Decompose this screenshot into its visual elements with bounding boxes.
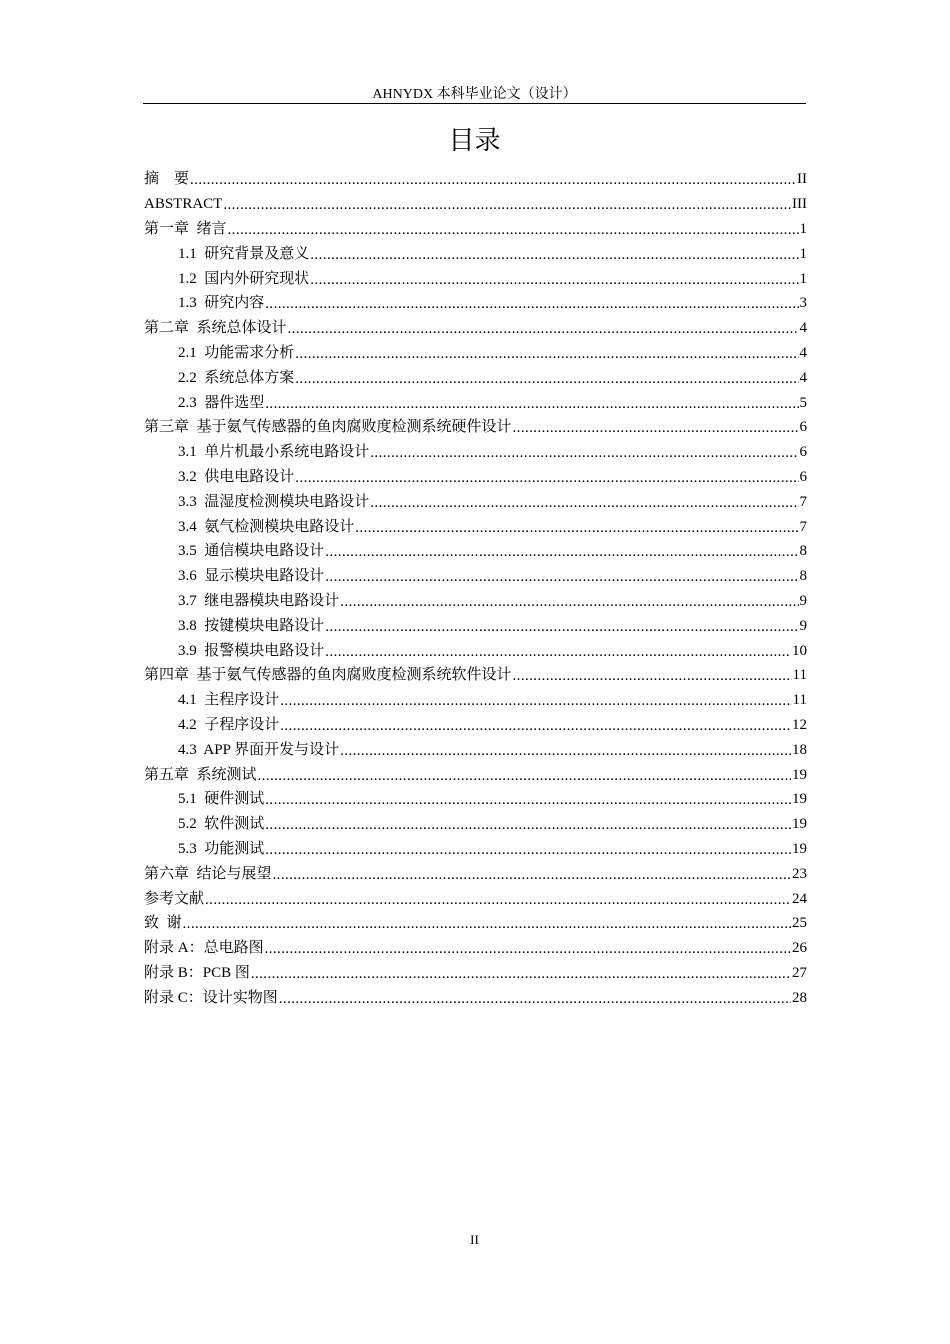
toc-entry-page: 8 (799, 543, 807, 560)
toc-title: 目录 (448, 126, 501, 155)
toc-entry-page: 11 (792, 667, 807, 684)
toc-entry-label: 2.2 系统总体方案 (178, 369, 295, 386)
toc-dot-leader (273, 866, 791, 884)
toc-entry-label: 参考文献 (144, 890, 205, 907)
toc-entry-page: 28 (792, 989, 807, 1006)
toc-entry[interactable] (144, 316, 807, 341)
toc-entry-label: 2.1 功能需求分析 (178, 344, 295, 361)
toc-dot-leader (251, 965, 791, 983)
toc-entry-page: 6 (799, 468, 807, 485)
toc-entry[interactable] (144, 837, 807, 862)
toc-entry-page: 4 (799, 369, 807, 386)
toc-dot-leader (340, 742, 791, 760)
toc-entry-label: 附录 C：设计实物图 (144, 989, 278, 1006)
toc-entry[interactable] (144, 911, 807, 936)
toc-entry[interactable] (144, 390, 807, 415)
toc-entry-label: 附录 A：总电路图 (144, 940, 264, 957)
toc-entry-page: 6 (799, 419, 807, 436)
toc-dot-leader (325, 543, 798, 561)
toc-entry-page: 25 (792, 915, 807, 932)
toc-entry[interactable] (144, 762, 807, 787)
toc-entry[interactable] (144, 812, 807, 837)
toc-entry[interactable] (144, 638, 807, 663)
running-header: AHNYDX 本科毕业论文（设计） (372, 87, 577, 102)
toc-entry[interactable] (144, 985, 807, 1010)
toc-entry-page: II (797, 171, 807, 188)
toc-entry-page: 18 (792, 741, 807, 758)
toc-entry-page: 3 (799, 295, 807, 312)
toc-dot-leader (190, 171, 796, 189)
toc-entry-label: 3.7 继电器模块电路设计 (178, 592, 340, 609)
toc-dot-leader (265, 295, 798, 313)
toc-dot-leader (183, 915, 791, 933)
toc-entry-page: 7 (799, 493, 807, 510)
toc-dot-leader (370, 444, 798, 462)
toc-entry-page: 11 (792, 692, 807, 709)
toc-dot-leader (513, 419, 799, 437)
toc-entry-label: 第四章 基于氨气传感器的鱼肉腐败度检测系统软件设计 (144, 667, 512, 684)
toc-entry[interactable] (144, 167, 807, 192)
toc-dot-leader (310, 271, 798, 289)
toc-entry-label: 致 谢 (144, 915, 182, 932)
toc-entry-page: 5 (799, 394, 807, 411)
toc-entry-label: 3.9 报警模块电路设计 (178, 642, 325, 659)
toc-entry[interactable] (144, 737, 807, 762)
toc-entry[interactable] (144, 415, 807, 440)
toc-entry-page: 4 (799, 320, 807, 337)
toc-entry[interactable] (144, 589, 807, 614)
toc-entry-label: 第一章 绪言 (144, 220, 227, 237)
toc-entry-label: 第三章 基于氨气传感器的鱼肉腐败度检测系统硬件设计 (144, 419, 512, 436)
toc-entry[interactable] (144, 217, 807, 242)
toc-entry-page: 6 (799, 444, 807, 461)
toc-dot-leader (265, 940, 791, 958)
toc-dot-leader (355, 519, 798, 537)
toc-entry[interactable] (144, 688, 807, 713)
toc-entry[interactable] (144, 787, 807, 812)
toc-dot-leader (265, 791, 791, 809)
toc-entry-label: 第五章 系统测试 (144, 766, 257, 783)
toc-dot-leader (205, 891, 791, 909)
toc-entry[interactable] (144, 192, 807, 217)
toc-entry-page: 1 (799, 245, 807, 262)
toc-entry-label: 2.3 器件选型 (178, 394, 265, 411)
toc-entry-label: 4.2 子程序设计 (178, 716, 280, 733)
toc-entry-page: 12 (792, 716, 807, 733)
toc-entry[interactable] (144, 663, 807, 688)
toc-entry[interactable] (144, 341, 807, 366)
toc-dot-leader (279, 990, 791, 1008)
toc-entry-label: 1.3 研究内容 (178, 295, 265, 312)
toc-entry-page: 9 (799, 592, 807, 609)
toc-entry-label: 第二章 系统总体设计 (144, 320, 287, 337)
toc-entry[interactable] (144, 489, 807, 514)
toc-entry-label: 3.8 按键模块电路设计 (178, 617, 325, 634)
toc-entry-label: ABSTRACT (144, 196, 223, 213)
toc-entry[interactable] (144, 514, 807, 539)
table-of-contents (144, 167, 807, 1010)
toc-entry-label: 3.2 供电电路设计 (178, 468, 295, 485)
toc-entry-label: 5.1 硬件测试 (178, 791, 265, 808)
toc-entry-page: 19 (792, 766, 807, 783)
toc-entry-page: 7 (799, 518, 807, 535)
toc-entry-label: 1.1 研究背景及意义 (178, 245, 310, 262)
toc-entry-page: 10 (792, 642, 807, 659)
toc-entry-page: 9 (799, 617, 807, 634)
toc-dot-leader (288, 320, 799, 338)
toc-dot-leader (223, 196, 791, 214)
toc-dot-leader (258, 767, 791, 785)
toc-dot-leader (513, 667, 792, 685)
toc-entry-page: 19 (792, 840, 807, 857)
toc-entry[interactable] (144, 713, 807, 738)
toc-entry[interactable] (144, 961, 807, 986)
toc-dot-leader (325, 643, 791, 661)
toc-dot-leader (265, 395, 798, 413)
toc-entry-label: 附录 B：PCB 图 (144, 964, 250, 981)
toc-entry-label: 1.2 国内外研究现状 (178, 270, 310, 287)
toc-entry[interactable] (144, 564, 807, 589)
toc-entry[interactable] (144, 861, 807, 886)
toc-dot-leader (228, 221, 799, 239)
toc-entry-page: 26 (792, 940, 807, 957)
toc-entry-label: 第六章 结论与展望 (144, 865, 272, 882)
toc-entry[interactable] (144, 365, 807, 390)
page-number: II (470, 1232, 479, 1247)
toc-dot-leader (340, 593, 798, 611)
toc-entry-label: 4.1 主程序设计 (178, 692, 280, 709)
header-rule (143, 103, 806, 104)
toc-entry-page: 19 (792, 791, 807, 808)
toc-entry-page: 1 (799, 270, 807, 287)
toc-dot-leader (370, 494, 798, 512)
toc-entry-label: 5.2 软件测试 (178, 816, 265, 833)
toc-entry-label: 3.3 温湿度检测模块电路设计 (178, 493, 370, 510)
toc-dot-leader (295, 345, 798, 363)
toc-entry-page: 4 (799, 344, 807, 361)
toc-entry[interactable] (144, 936, 807, 961)
toc-dot-leader (265, 841, 791, 859)
toc-entry-page: 1 (799, 220, 807, 237)
toc-entry-label: 3.4 氨气检测模块电路设计 (178, 518, 355, 535)
toc-entry-label: 5.3 功能测试 (178, 840, 265, 857)
toc-entry[interactable] (144, 539, 807, 564)
toc-entry-page: 27 (792, 964, 807, 981)
toc-entry[interactable] (144, 465, 807, 490)
toc-dot-leader (310, 246, 798, 264)
toc-entry-label: 摘 要 (144, 171, 190, 188)
toc-entry-page: III (792, 196, 807, 213)
toc-entry-page: 8 (799, 568, 807, 585)
toc-entry-label: 4.3 APP 界面开发与设计 (178, 741, 340, 758)
toc-entry[interactable] (144, 886, 807, 911)
toc-entry-label: 3.6 显示模块电路设计 (178, 568, 325, 585)
toc-dot-leader (280, 717, 791, 735)
toc-entry[interactable] (144, 440, 807, 465)
toc-entry[interactable] (144, 266, 807, 291)
toc-dot-leader (325, 568, 798, 586)
toc-dot-leader (295, 469, 798, 487)
toc-entry[interactable] (144, 613, 807, 638)
toc-entry[interactable] (144, 241, 807, 266)
toc-entry-label: 3.1 单片机最小系统电路设计 (178, 444, 370, 461)
toc-entry[interactable] (144, 291, 807, 316)
toc-dot-leader (280, 692, 791, 710)
toc-entry-page: 23 (792, 865, 807, 882)
toc-dot-leader (265, 816, 791, 834)
toc-entry-page: 19 (792, 816, 807, 833)
toc-dot-leader (325, 618, 798, 636)
toc-entry-page: 24 (792, 890, 807, 907)
toc-entry-label: 3.5 通信模块电路设计 (178, 543, 325, 560)
toc-dot-leader (295, 370, 798, 388)
